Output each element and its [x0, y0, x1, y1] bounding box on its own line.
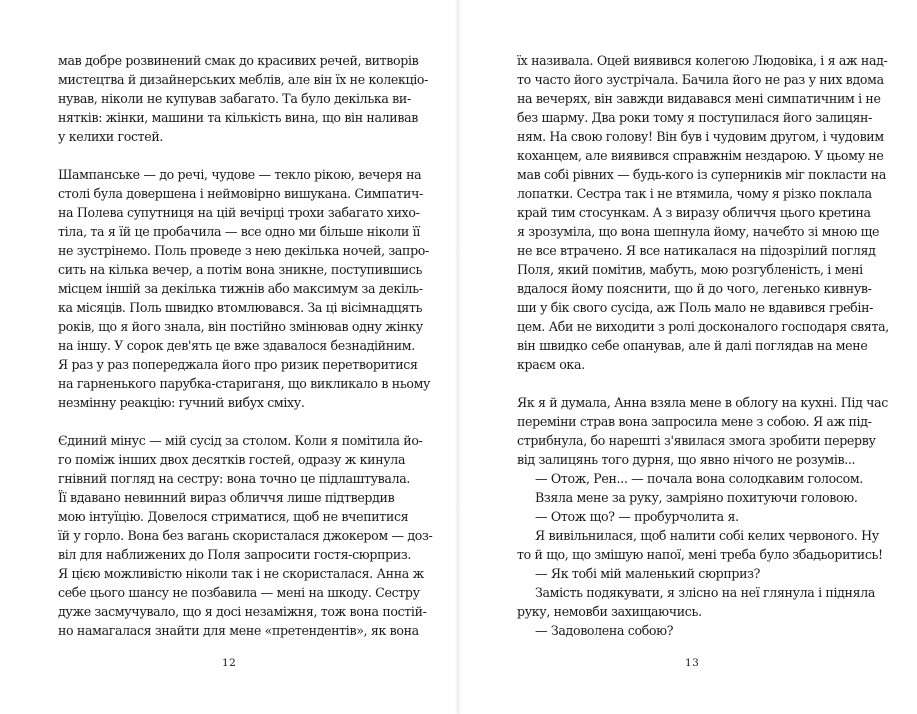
dialogue-line: — Задоволена собою?	[535, 623, 674, 638]
text-line: цем. Аби не виходити з ролі досконалого господаря свята,	[517, 319, 889, 334]
text-line: Взяла мене за руку, замріяно похитуючи головою.	[535, 490, 858, 505]
text-line: Я вивільнилася, щоб налити собі келих червоного. Ну	[535, 528, 879, 543]
text-line: ши у бік свого сусіда, аж Поль мало не вдавився гребін-	[517, 300, 874, 315]
dialogue-line: — Отож що? — пробурчолита я.	[535, 509, 739, 524]
text-line: то часто його зустрічала. Бачила його не раз у них вдома	[517, 72, 884, 87]
text-line: нував, ніколи не купував забагато. Та було декілька ви-	[58, 91, 411, 106]
text-line: ка місяців. Поль швидко втомлювався. За ці вісімнадцять	[58, 300, 423, 315]
text-line: край тим стосункам. А з виразу обличчя цього кретина	[517, 205, 871, 220]
text-line: він швидко себе опанував, але й далі поглядав на мене	[517, 338, 868, 353]
text-line: вдалося йому пояснити, що й до чого, легенько кивнув-	[517, 281, 872, 296]
text-line: гнівний погляд на сестру: вона точно це підлаштувала.	[58, 471, 411, 486]
text-line: руку, немовби захищаючись.	[517, 604, 702, 619]
text-line: на іншу. У сорок дев'ять це вже здавалося безнадійним.	[58, 338, 415, 353]
text-line: у келихи гостей.	[58, 129, 164, 144]
text-line: на гарненького парубка-стариганя, що викликало в ньому	[58, 376, 431, 391]
page-number: 13	[685, 657, 700, 669]
right-page	[458, 0, 917, 714]
text-line: сить на кілька вечер, а потім вона зникне, поступившись	[58, 262, 422, 277]
text-line: мистецтва й дизайнерських меблів, але він їх не колекціо-	[58, 72, 429, 87]
text-line: Я цією можливістю ніколи так і не скористалася. Анна ж	[58, 566, 424, 581]
text-line: нятків: жінки, машини та кількість вина, що він наливав	[58, 110, 418, 125]
text-line: Я раз у раз попереджала його про ризик перетворитися	[58, 357, 418, 372]
text-line: Шампанське — до речі, чудове — текло рікою, вечеря на	[58, 167, 422, 182]
text-line: но намагалася знайти для мене «претендентів», як вона	[58, 623, 419, 638]
text-line: Поля, який помітив, мабуть, мою розгубленість, і мені	[517, 262, 863, 277]
text-line: їх називала. Оцей виявився колегою Людовіка, і я аж над-	[517, 53, 888, 68]
text-line: не все втрачено. Я все натикалася на підозрілий погляд	[517, 243, 876, 258]
text-line: Її вдавано невинний вираз обличчя лише підтвердив	[58, 490, 395, 505]
text-line: коханцем, але виявився справжнім нездарою. У цьому не	[517, 148, 884, 163]
text-line: віл для наближених до Поля запросити гостя-сюрприз.	[58, 547, 412, 562]
text-line: то й що, що змішую напої, мені треба було збадьоритись!	[517, 547, 883, 562]
text-line: Як я й думала, Анна взяла мене в облогу на кухні. Під час	[517, 395, 888, 410]
text-line: Єдиний мінус — мій сусід за столом. Коли я помітила йо-	[58, 433, 423, 448]
text-line: від залицянь того дурня, що явно нічого не розумів...	[517, 452, 856, 467]
left-page	[0, 0, 458, 714]
text-line: їй у горло. Вона без вагань скористалася джокером — доз-	[58, 528, 433, 543]
text-line: мав собі рівних — будь-кого із суперників міг покласти на	[517, 167, 887, 182]
text-line: переміни страв вона запросила мене з собою. Я аж під-	[517, 414, 872, 429]
text-line: мою інтуїцію. Довелося стриматися, щоб не вчепитися	[58, 509, 409, 524]
text-line: мав добре розвинений смак до красивих речей, витворів	[58, 53, 419, 68]
text-line: себе цього шансу не позбавила — мені на шкоду. Сестру	[58, 585, 420, 600]
text-line: столі була довершена і неймовірно вишукана. Симпатич-	[58, 186, 423, 201]
text-line: лопатки. Сестра так і не втямила, чому я різко поклала	[517, 186, 872, 201]
text-line: стрибнула, бо нарешті з'явилася змога зробити перерву	[517, 433, 876, 448]
text-line: Замість подякувати, я злісно на неї глянула і підняла	[535, 585, 876, 600]
text-line: ням. На свою голову! Він був і чудовим другом, і чудовим	[517, 129, 884, 144]
page-number: 12	[222, 657, 237, 669]
dialogue-line: — Як тобі мій маленький сюрприз?	[535, 566, 761, 581]
text-line: краєм ока.	[517, 357, 585, 372]
text-line: тіла, та я їй це пробачила — все одно ми більше ніколи її	[58, 224, 420, 239]
text-line: незмінну реакцію: гучний вибух сміху.	[58, 395, 305, 410]
text-line: років, що я його знала, він постійно змінював одну жінку	[58, 319, 423, 334]
text-line: місцем іншій за декілька тижнів або максимум за декіль-	[58, 281, 423, 296]
dialogue-line: — Отож, Рен... — почала вона солодкавим голосом.	[535, 471, 863, 486]
text-line: я зрозуміла, що вона шепнула йому, начебто зі мною ще	[517, 224, 880, 239]
text-line: дуже засмучувало, що я досі незаміжня, тож вона постій-	[58, 604, 427, 619]
text-line: без шарму. Два роки тому я поступилася його залицян-	[517, 110, 872, 125]
text-line: не зустрінемо. Поль проведе з нею декілька ночей, запро-	[58, 243, 429, 258]
text-line: на вечерях, він завжди видавався мені симпатичним і не	[517, 91, 881, 106]
text-line: на Полева супутниця на цій вечірці трохи забагато хихо-	[58, 205, 420, 220]
text-line: го поміж інших двох десятків гостей, одразу ж кинула	[58, 452, 406, 467]
